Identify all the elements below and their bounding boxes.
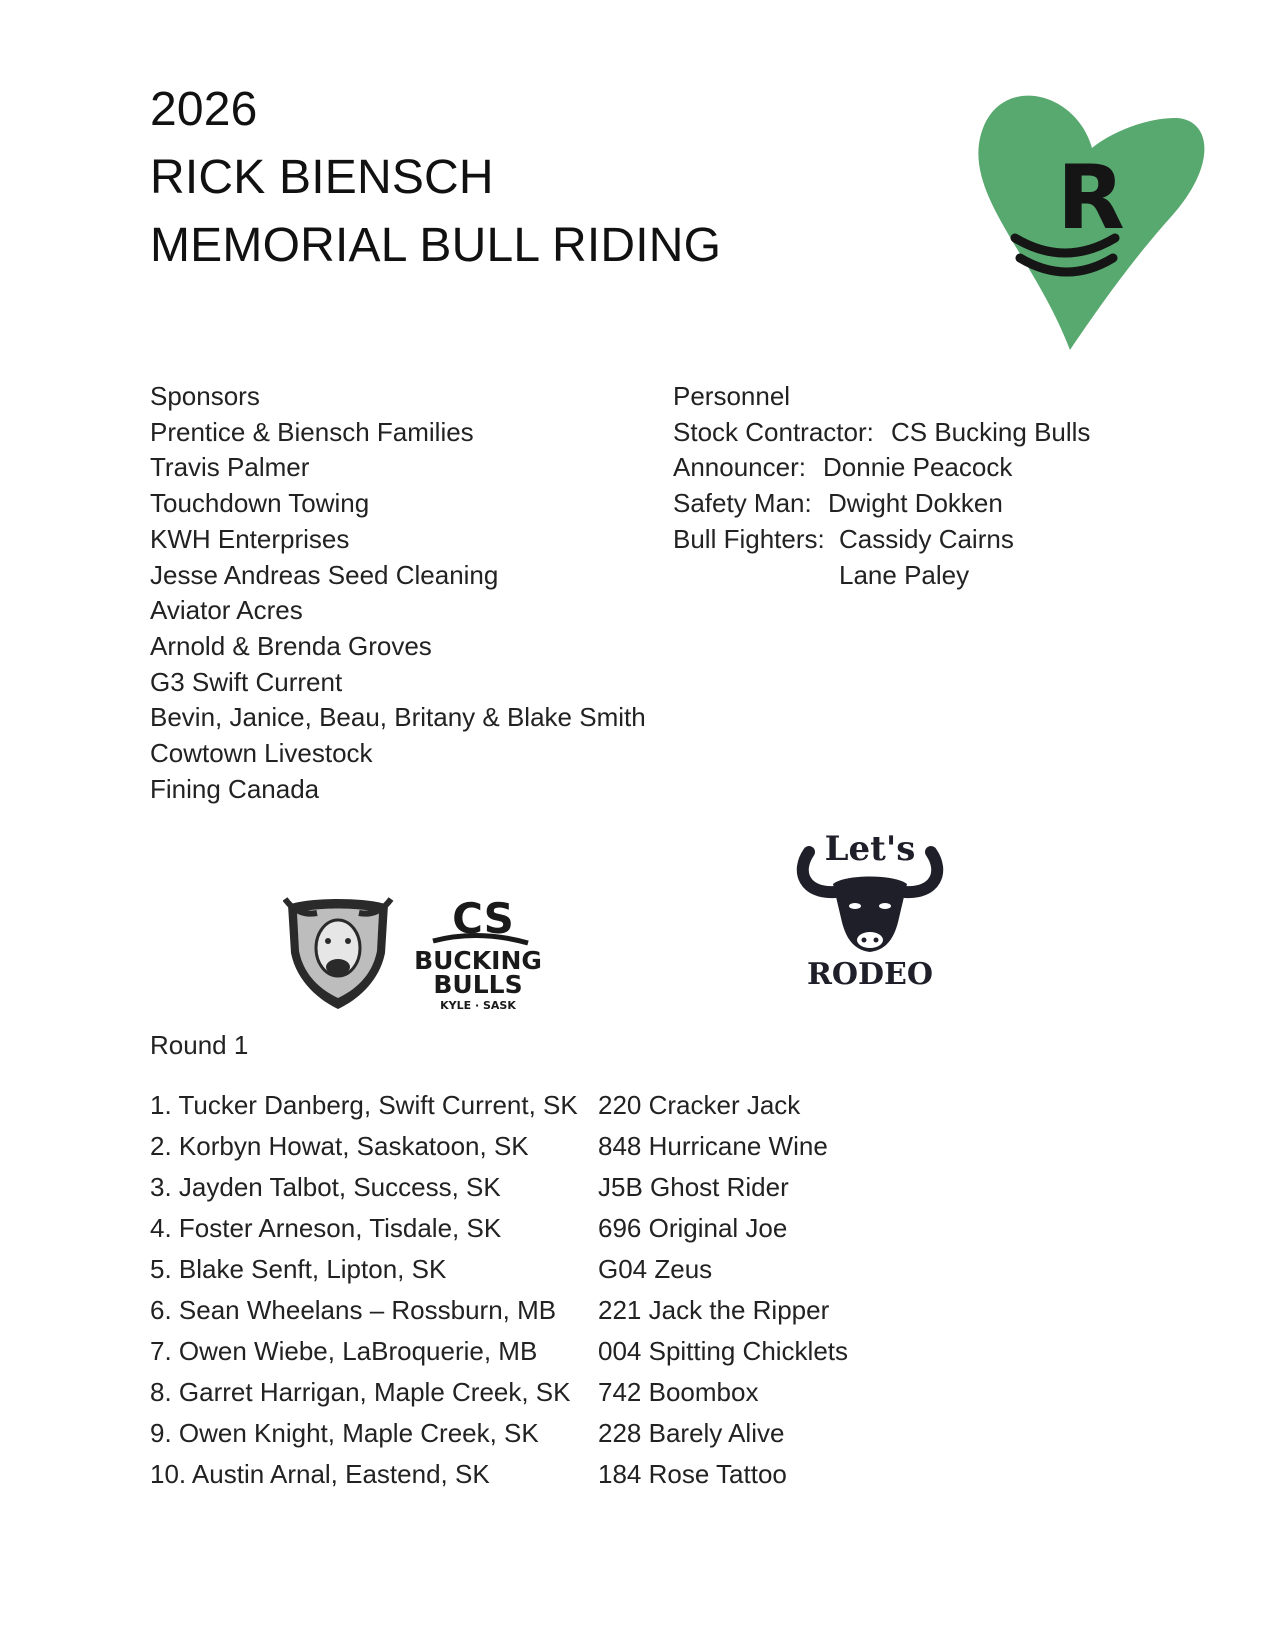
personnel-heading: Personnel (673, 381, 791, 411)
rider-entry: 6. Sean Wheelans – Rossburn, MB (150, 1295, 557, 1325)
bull-entry: 742 Boombox (598, 1377, 759, 1407)
sponsors-heading: Sponsors (150, 381, 260, 411)
sponsor-item: Travis Palmer (150, 452, 310, 483)
sponsor-item: Cowtown Livestock (150, 738, 373, 769)
cs-location: KYLE · SASK (440, 999, 516, 1011)
heart-r-logo (975, 78, 1210, 353)
personnel-name: Lane Paley (839, 559, 970, 590)
cs-letters: CS (452, 894, 514, 943)
cs-line-bucking: BUCKING (414, 946, 542, 975)
rider-entry: 2. Korbyn Howat, Saskatoon, SK (150, 1131, 529, 1161)
sponsor-item: Prentice & Biensch Families (150, 416, 474, 447)
cs-line-bulls: BULLS (433, 970, 523, 999)
personnel-role: Bull Fighters: (673, 523, 825, 554)
rider-entry: 3. Jayden Talbot, Success, SK (150, 1172, 501, 1202)
bull-entry: J5B Ghost Rider (598, 1172, 789, 1202)
rodeo-bottom-text: RODEO (806, 957, 934, 992)
personnel-row (673, 522, 1014, 558)
bull-entry: 848 Hurricane Wine (598, 1131, 828, 1161)
bull-entry: 184 Rose Tattoo (598, 1459, 787, 1489)
sponsors-section (150, 379, 646, 807)
rider-entry: 10. Austin Arnal, Eastend, SK (150, 1459, 490, 1489)
rider-entry: 8. Garret Harrigan, Maple Creek, SK (150, 1377, 571, 1407)
event-title-line-1: RICK BIENSCH (150, 151, 494, 204)
personnel-name: Cassidy Cairns (839, 523, 1014, 554)
sponsor-item: Jesse Andreas Seed Cleaning (150, 559, 499, 590)
sponsor-item: KWH Enterprises (150, 523, 350, 554)
bull-entry: 221 Jack the Ripper (598, 1295, 830, 1325)
rider-entry: 5. Blake Senft, Lipton, SK (150, 1254, 447, 1284)
event-year: 2026 (150, 83, 258, 136)
event-title-line-2: MEMORIAL BULL RIDING (150, 219, 722, 272)
round-title: Round 1 (150, 1030, 249, 1060)
cs-bucking-bulls-logo (283, 893, 583, 1011)
personnel-role: Stock Contractor: (673, 416, 874, 447)
rider-entry: 9. Owen Knight, Maple Creek, SK (150, 1418, 539, 1448)
bull-entry: G04 Zeus (598, 1254, 713, 1284)
sponsor-item: G3 Swift Current (150, 666, 343, 697)
personnel-row (673, 415, 1091, 451)
rider-entry: 1. Tucker Danberg, Swift Current, SK (150, 1090, 578, 1120)
sponsor-item: Aviator Acres (150, 595, 303, 626)
rodeo-top-text: Let's (824, 829, 916, 869)
rider-entry: 7. Owen Wiebe, LaBroquerie, MB (150, 1336, 538, 1366)
bull-shield-icon (285, 899, 391, 1009)
personnel-role: Safety Man: (673, 488, 812, 519)
personnel-section (673, 379, 1091, 593)
personnel-row (673, 558, 970, 594)
bull-entry: 004 Spitting Chicklets (598, 1336, 849, 1366)
personnel-role: Announcer: (673, 452, 806, 483)
personnel-row (673, 450, 1013, 486)
personnel-name: CS Bucking Bulls (891, 416, 1091, 447)
bull-entry: 220 Cracker Jack (598, 1090, 801, 1120)
sponsor-item: Fining Canada (150, 773, 320, 804)
rider-entry: 4. Foster Arneson, Tisdale, SK (150, 1213, 502, 1243)
personnel-row (673, 486, 1003, 522)
bull-entry: 696 Original Joe (598, 1213, 788, 1243)
heart-letter: R (1057, 146, 1125, 249)
personnel-name: Dwight Dokken (828, 488, 1003, 519)
bull-entry: 228 Barely Alive (598, 1418, 785, 1448)
sponsor-item: Arnold & Brenda Groves (150, 630, 432, 661)
personnel-name: Donnie Peacock (823, 452, 1013, 483)
sponsor-item: Touchdown Towing (150, 488, 370, 519)
sponsor-item: Bevin, Janice, Beau, Britany & Blake Smith (150, 702, 646, 733)
lets-rodeo-logo (795, 822, 945, 992)
